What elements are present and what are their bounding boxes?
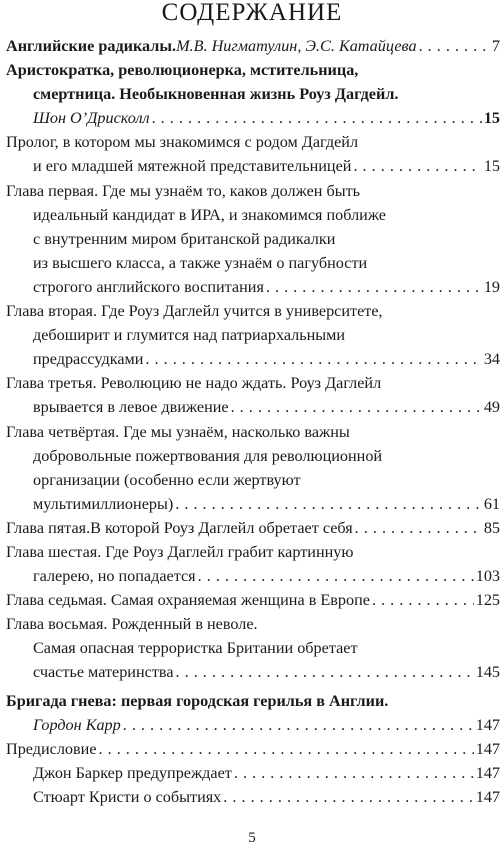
toc-entry bbox=[6, 420, 500, 516]
toc-entry-line bbox=[6, 323, 500, 347]
toc-entry-line bbox=[6, 689, 500, 713]
toc-entry bbox=[6, 785, 500, 809]
dot-leader bbox=[355, 517, 482, 533]
toc-entry-line bbox=[6, 636, 500, 660]
toc-entry bbox=[6, 689, 500, 737]
toc-entry-line bbox=[6, 299, 500, 323]
toc-entry-line bbox=[6, 395, 500, 419]
dot-leader bbox=[353, 155, 481, 171]
dot-leader bbox=[419, 35, 490, 51]
toc-entry-text: идеальный кандидат в ИРА, и знакомимся поближе bbox=[33, 205, 386, 224]
toc-entry-line bbox=[6, 106, 500, 130]
toc-page-number: 147 bbox=[475, 715, 500, 734]
dot-leader bbox=[123, 713, 474, 729]
toc-entry-text: Глава вторая. Где Роуз Даглейл учится в университете, bbox=[6, 302, 383, 321]
toc-entry-text: организации (особенно если жертвуют bbox=[33, 470, 301, 489]
toc-entry-text: добровольные пожертвования для революционной bbox=[33, 446, 383, 465]
toc-entry-text: счастье материнства bbox=[33, 663, 174, 682]
toc-entry-line bbox=[6, 251, 500, 275]
toc-entry-text: из высшего класса, а также узнаём о пагубности bbox=[33, 253, 368, 272]
toc-entry bbox=[6, 588, 500, 612]
page-title: СОДЕРЖАНИЕ bbox=[161, 0, 343, 26]
dot-leader bbox=[176, 661, 474, 677]
toc-entry-line bbox=[6, 154, 500, 178]
toc-entry bbox=[6, 299, 500, 371]
dot-leader bbox=[175, 493, 482, 509]
toc-entry-line bbox=[6, 540, 500, 564]
dot-leader bbox=[99, 738, 474, 754]
toc-entry bbox=[6, 34, 500, 58]
table-of-contents bbox=[6, 34, 500, 809]
toc-entry-text: Глава восьмая. Рожденный в неволе. bbox=[6, 615, 258, 634]
toc-entry-text: Аристократка, революционерка, мстительница, bbox=[6, 61, 359, 80]
toc-entry-text: смертница. Необыкновенная жизнь Роуз Дагдейл. bbox=[33, 85, 399, 104]
toc-entry-line bbox=[6, 660, 500, 684]
toc-entry-text: Глава шестая. Где Роуз Даглейл грабит картинную bbox=[6, 542, 354, 561]
dot-leader bbox=[198, 565, 474, 581]
toc-entry-line bbox=[6, 179, 500, 203]
toc-entry-text: галерею, но попадается bbox=[33, 567, 196, 586]
toc-entry-text: Самая опасная террористка Британии обретает bbox=[33, 639, 358, 658]
dot-leader bbox=[145, 348, 481, 364]
toc-page-number: 145 bbox=[475, 663, 500, 682]
toc-page-number: 34 bbox=[483, 350, 500, 369]
dot-leader bbox=[223, 786, 473, 802]
toc-entry-text: врывается в левое движение bbox=[33, 398, 229, 417]
toc-page-number: 61 bbox=[483, 494, 500, 513]
toc-entry bbox=[6, 737, 500, 761]
toc-entry-text: Гордон Карр bbox=[33, 715, 121, 734]
toc-entry bbox=[6, 612, 500, 684]
toc-entry-text: Шон О’Дрисколл bbox=[33, 109, 150, 128]
toc-entry-text: мультимиллионеры) bbox=[33, 494, 174, 513]
toc-entry-text: и его младшей мятежной представительницей bbox=[33, 157, 352, 176]
toc-entry-line bbox=[6, 761, 500, 785]
toc-entry-text: Глава пятая.В которой Роуз Даглейл обретает себя bbox=[6, 518, 353, 537]
toc-entry-line bbox=[6, 444, 500, 468]
toc-entry-text: Джон Баркер предупреждает bbox=[33, 763, 232, 782]
toc-entry-line bbox=[6, 58, 500, 82]
toc-entry-text: Глава седьмая. Самая охраняемая женщина в Европе bbox=[6, 591, 370, 610]
dot-leader bbox=[234, 762, 474, 778]
dot-leader bbox=[266, 276, 482, 292]
toc-entry-text: строгого английского воспитания bbox=[33, 277, 264, 296]
toc-entry-line bbox=[6, 713, 500, 737]
toc-entry bbox=[6, 58, 500, 130]
toc-entry bbox=[6, 540, 500, 588]
toc-page-number: 103 bbox=[475, 567, 500, 586]
dot-leader bbox=[152, 107, 482, 123]
toc-entry-line bbox=[6, 468, 500, 492]
toc-page-number: 7 bbox=[491, 37, 500, 55]
toc-page-number: 125 bbox=[475, 591, 500, 610]
toc-page-number: 15 bbox=[483, 109, 500, 128]
toc-entry bbox=[6, 516, 500, 540]
toc-entry bbox=[6, 130, 500, 178]
toc-entry-text: М.В. Нигматулин, Э.С. Катайцева bbox=[176, 37, 417, 55]
toc-entry-line bbox=[6, 82, 500, 106]
toc-entry-text: Стюарт Кристи о событиях bbox=[33, 787, 222, 806]
toc-entry-text: с внутренним миром британской радикалки bbox=[33, 229, 336, 248]
toc-entry-line bbox=[6, 516, 500, 540]
toc-entry-text: предрассудками bbox=[33, 350, 144, 369]
toc-entry-line bbox=[6, 227, 500, 251]
toc-entry-text: Глава третья. Революцию не надо ждать. Роуз Даглейл bbox=[6, 374, 382, 393]
toc-page-number: 15 bbox=[483, 157, 500, 176]
toc-entry-line bbox=[6, 564, 500, 588]
dot-leader bbox=[372, 589, 474, 605]
dot-leader bbox=[231, 396, 482, 412]
toc-page-number: 147 bbox=[475, 787, 500, 806]
toc-entry bbox=[6, 761, 500, 785]
toc-entry-line bbox=[6, 420, 500, 444]
toc-entry-text: Глава первая. Где мы узнаём то, каков должен быть bbox=[6, 181, 361, 200]
toc-page-number: 19 bbox=[483, 277, 500, 296]
toc-entry-text: Английские радикалы. bbox=[6, 37, 177, 55]
toc-page-number: 49 bbox=[483, 398, 500, 417]
toc-entry-line bbox=[6, 612, 500, 636]
toc-entry-text: дебоширит и глумится над патриархальными bbox=[33, 326, 346, 345]
toc-entry-line bbox=[6, 588, 500, 612]
toc-entry-line bbox=[6, 785, 500, 809]
toc-entry-text: Пролог, в котором мы знакомимся с родом Дагдейл bbox=[6, 133, 359, 152]
toc-page-number: 147 bbox=[475, 739, 500, 758]
toc-entry-line bbox=[6, 275, 500, 299]
toc-entry bbox=[6, 179, 500, 299]
toc-entry-line bbox=[6, 347, 500, 371]
page-number: 5 bbox=[248, 830, 256, 846]
toc-page-number: 85 bbox=[483, 518, 500, 537]
toc-entry-line bbox=[6, 371, 500, 395]
toc-entry-line bbox=[6, 492, 500, 516]
toc-entry-text: Глава четвёртая. Где мы узнаём, насколько важны bbox=[6, 422, 350, 441]
toc-entry-line bbox=[6, 34, 500, 58]
toc-entry-text: Бригада гнева: первая городская герилья в Англии. bbox=[6, 691, 389, 710]
toc-entry-line bbox=[6, 130, 500, 154]
toc-entry-line bbox=[6, 203, 500, 227]
toc-entry-line bbox=[6, 737, 500, 761]
toc-entry bbox=[6, 371, 500, 419]
toc-entry-text: Предисловие bbox=[6, 739, 97, 758]
toc-page-number: 147 bbox=[475, 763, 500, 782]
